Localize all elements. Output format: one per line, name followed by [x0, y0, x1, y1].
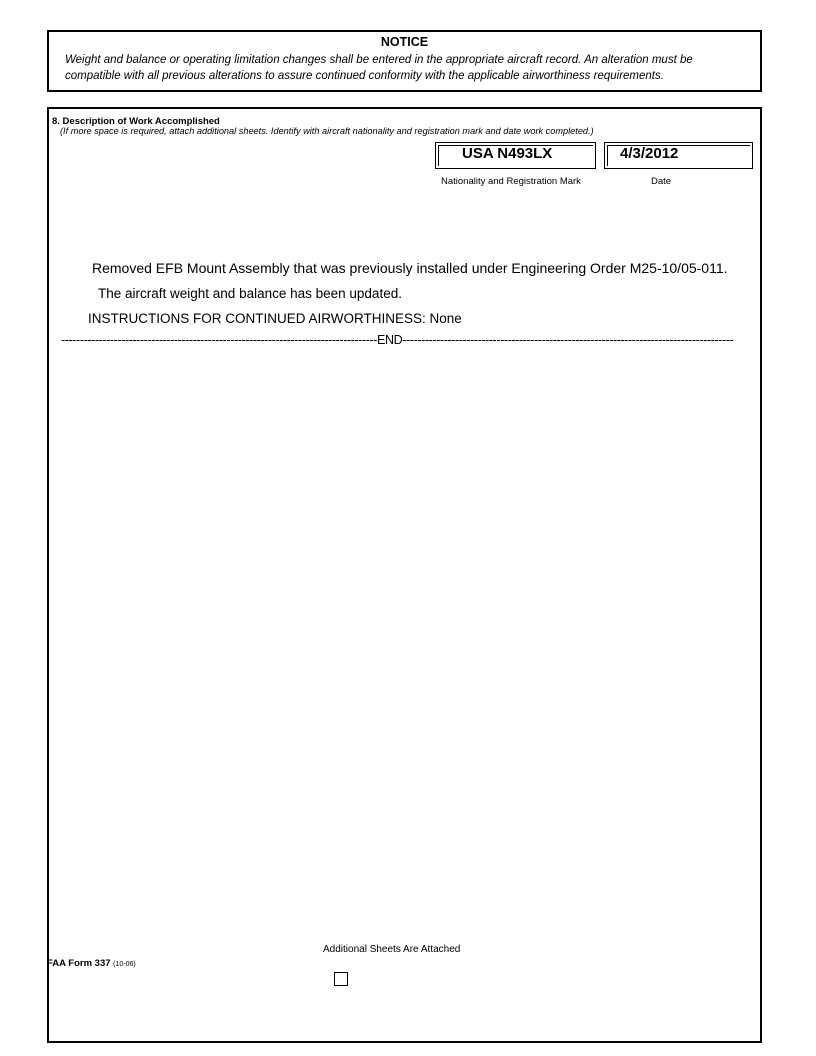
date-label: Date [651, 176, 672, 187]
registration-field[interactable] [435, 142, 596, 169]
additional-sheets-label: Additional Sheets Are Attached [323, 944, 461, 955]
registration-value: USA N493LX [462, 145, 553, 162]
notice-box [47, 30, 762, 92]
section-title: 8. Description of Work Accomplished [52, 116, 220, 127]
date-value: 4/3/2012 [620, 145, 679, 162]
end-marker: ------------------------------------------------------------------------------------END---------------------------------------------------------------------------------------- [61, 333, 734, 347]
work-line-3: INSTRUCTIONS FOR CONTINUED AIRWORTHINESS: None [88, 311, 462, 326]
date-field[interactable] [604, 142, 753, 169]
form-identifier [47, 958, 136, 969]
form-revision: (10-06) [113, 961, 136, 968]
work-description-section [47, 107, 762, 1043]
section-instructions: (If more space is required, attach additional sheets. Identify with aircraft nationality and registration mark and date work completed.) [60, 126, 594, 136]
additional-sheets-checkbox[interactable] [334, 972, 348, 986]
notice-title: NOTICE [380, 35, 429, 49]
work-line-2: The aircraft weight and balance has been updated. [98, 286, 402, 301]
notice-text: Weight and balance or operating limitation changes shall be entered in the appropriate aircraft record. An alteration must be compatible with all previous alterations to assure continued conformity with the applicable airworthiness requirements. [65, 54, 693, 82]
registration-label: Nationality and Registration Mark [441, 176, 581, 187]
work-line-1: Removed EFB Mount Assembly that was previously installed under Engineering Order M25-10/05-011. [92, 260, 728, 276]
form-number: FAA Form 337 [47, 958, 111, 969]
